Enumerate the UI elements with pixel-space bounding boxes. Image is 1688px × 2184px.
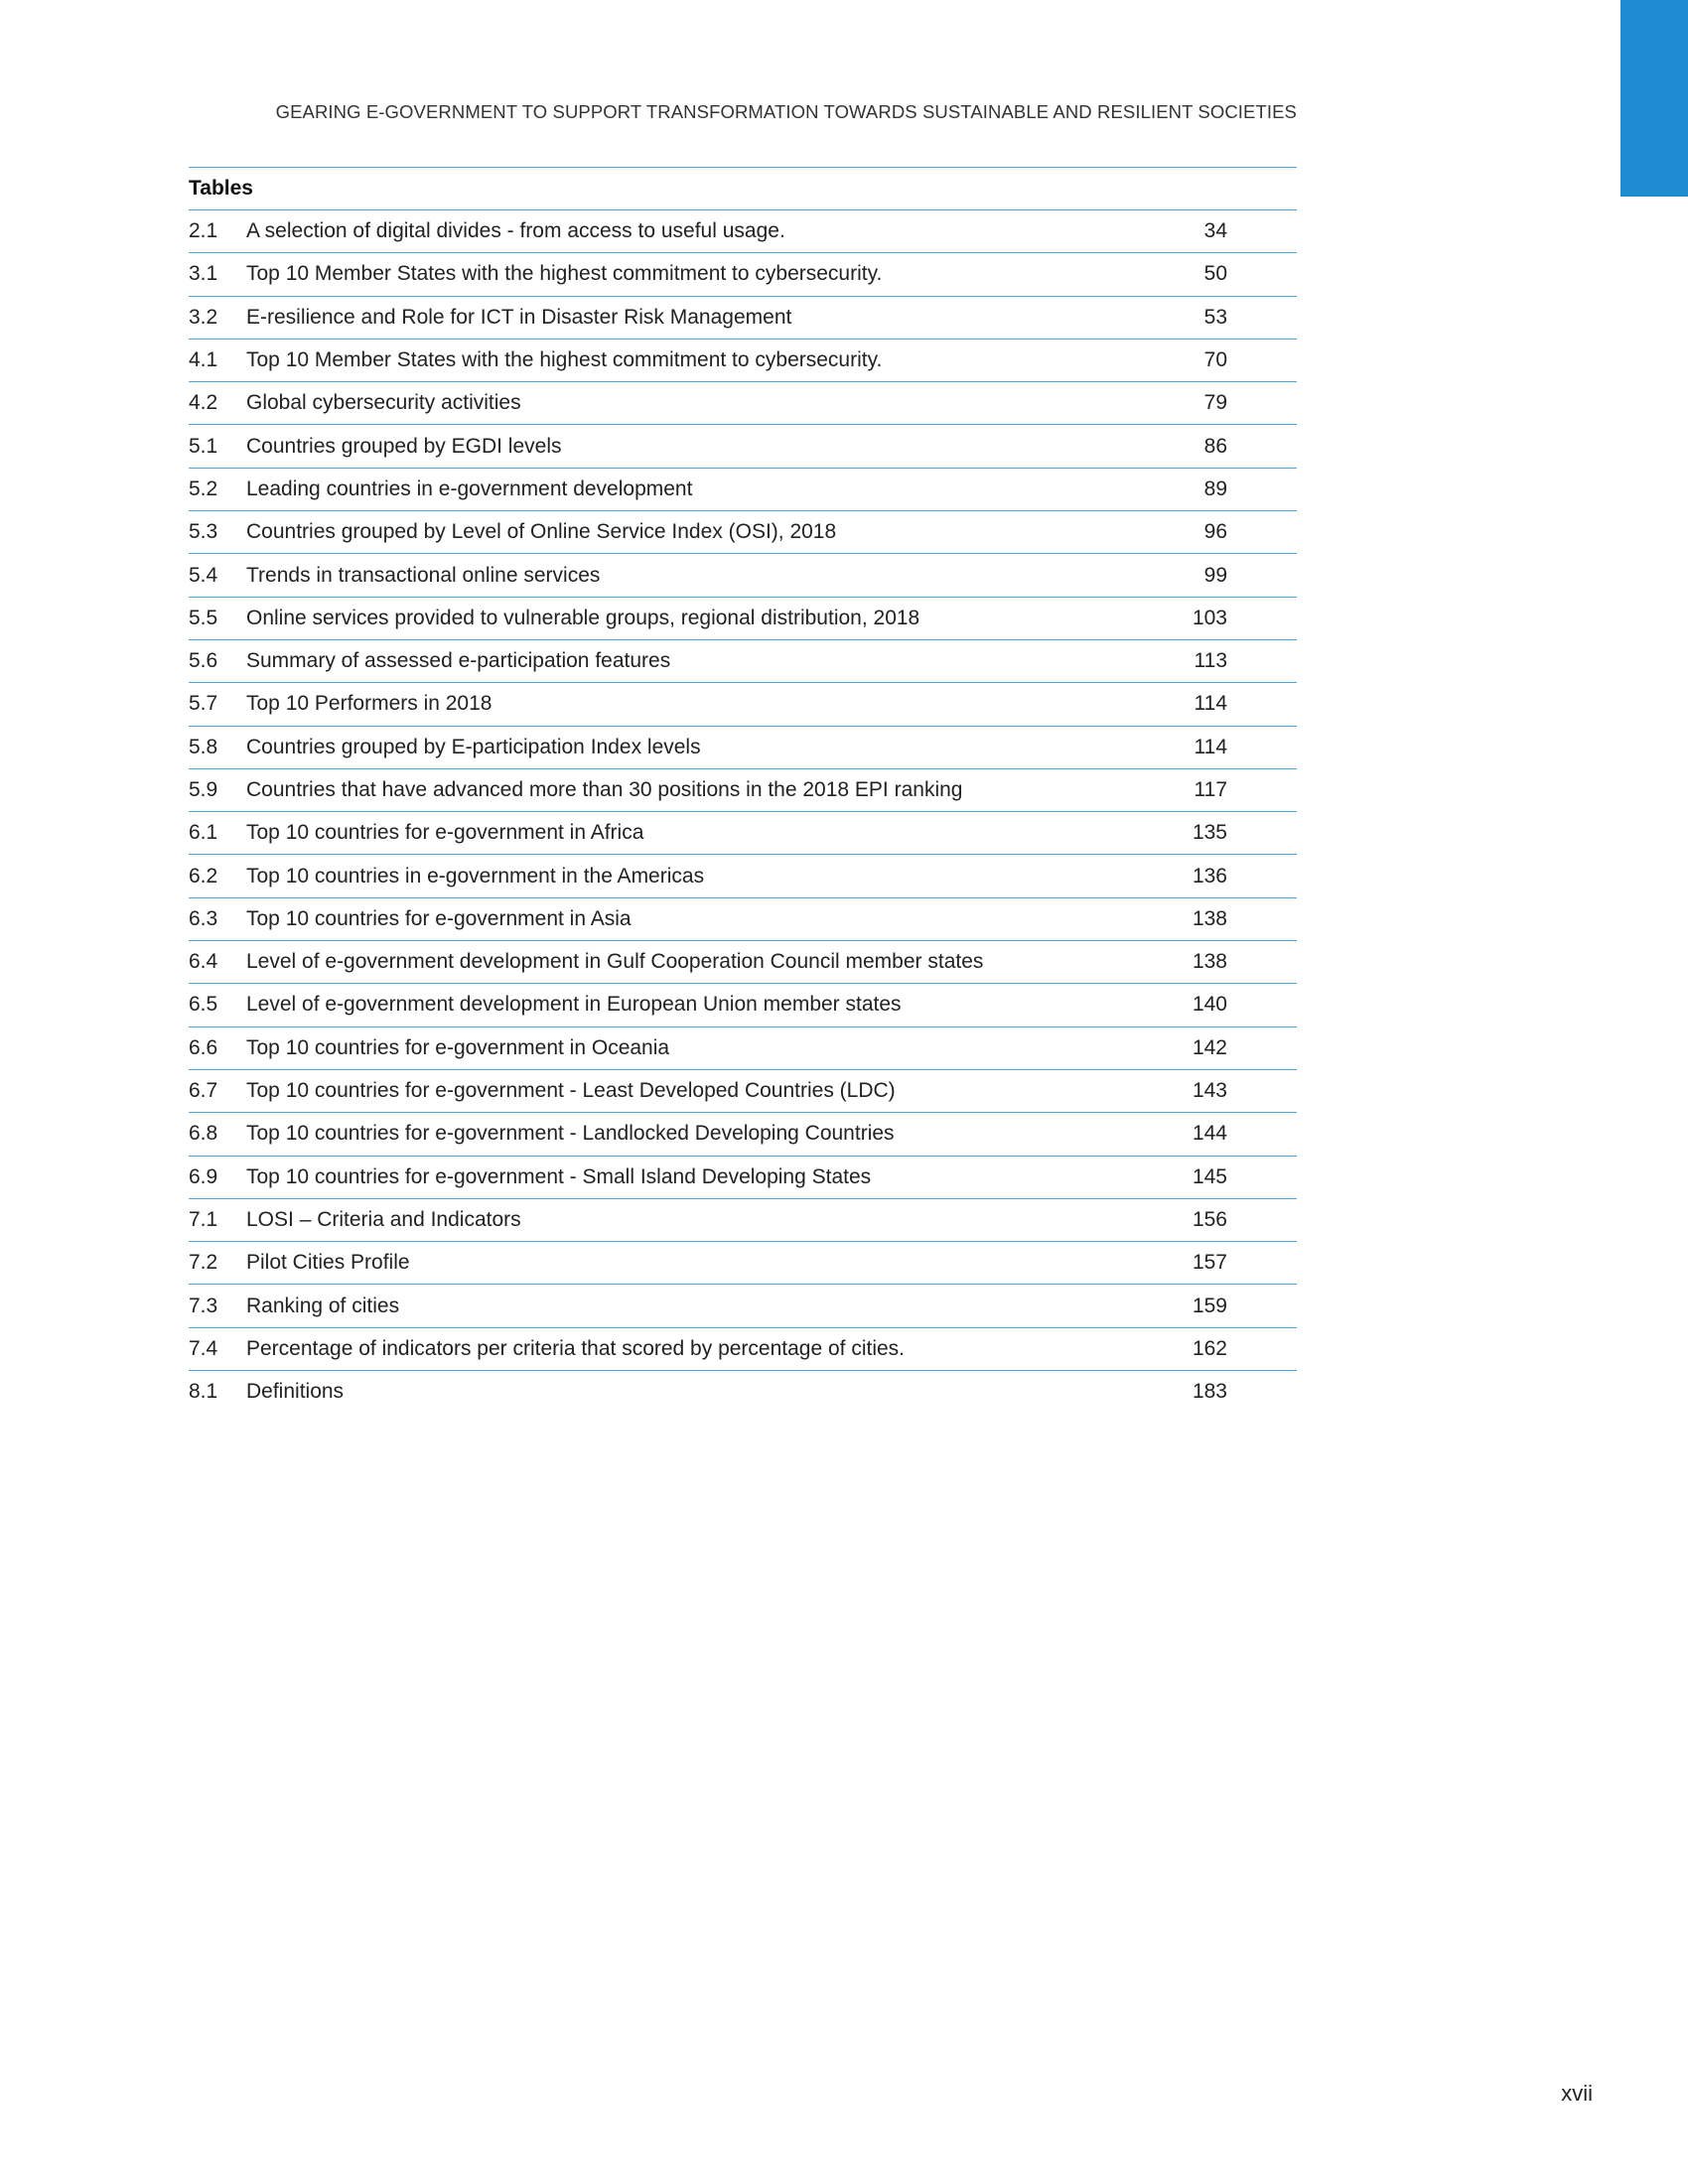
table-page-number: 156 (1192, 1207, 1227, 1231)
table-number: 5.4 (189, 563, 218, 587)
table-title: Percentage of indicators per criteria that scored by percentage of cities. (246, 1336, 906, 1360)
table-title: Ranking of cities (246, 1294, 400, 1317)
table-title: E-resilience and Role for ICT in Disaster Risk Management (246, 305, 792, 329)
table-page-number: 103 (1192, 606, 1227, 629)
running-header: GEARING E-GOVERNMENT TO SUPPORT TRANSFORMATION TOWARDS SUSTAINABLE AND RESILIENT SOCIETIES (275, 101, 1297, 122)
toc-row[interactable] (189, 1371, 1297, 1413)
table-title: A selection of digital divides - from access to useful usage. (246, 219, 785, 243)
toc-row[interactable] (189, 340, 1297, 382)
table-page-number: 136 (1192, 864, 1227, 887)
table-title: Summary of assessed e-participation features (246, 649, 671, 673)
table-title: Countries that have advanced more than 30 positions in the 2018 EPI ranking (246, 778, 963, 801)
toc-row[interactable] (189, 469, 1297, 511)
toc-row[interactable] (189, 1285, 1297, 1327)
tables-list (189, 167, 1297, 1413)
table-number: 4.2 (189, 391, 218, 415)
table-title: Level of e-government development in European Union member states (246, 993, 902, 1017)
table-number: 5.3 (189, 520, 218, 544)
table-number: 6.5 (189, 993, 218, 1017)
toc-row[interactable] (189, 855, 1297, 897)
table-title: Top 10 countries for e-government in Asia (246, 906, 632, 930)
table-number: 3.1 (189, 262, 218, 286)
table-number: 8.1 (189, 1380, 218, 1404)
toc-row[interactable] (189, 253, 1297, 296)
table-number: 7.3 (189, 1294, 218, 1317)
table-title: Top 10 countries for e-government - Landlocked Developing Countries (246, 1122, 895, 1146)
table-title: Leading countries in e-government development (246, 477, 693, 500)
toc-row[interactable] (189, 1157, 1297, 1199)
chapter-color-tab (1620, 0, 1688, 197)
table-page-number: 140 (1192, 993, 1227, 1017)
table-page-number: 144 (1192, 1122, 1227, 1146)
toc-row[interactable] (189, 1027, 1297, 1070)
table-page-number: 162 (1192, 1336, 1227, 1360)
toc-row[interactable] (189, 1113, 1297, 1156)
table-page-number: 113 (1194, 649, 1227, 673)
section-heading: Tables (189, 168, 1297, 210)
table-title: Countries grouped by Level of Online Service Index (OSI), 2018 (246, 520, 837, 544)
table-number: 5.7 (189, 692, 218, 716)
toc-row[interactable] (189, 511, 1297, 554)
toc-row[interactable] (189, 382, 1297, 425)
table-title: Top 10 countries for e-government in Africa (246, 821, 644, 845)
table-number: 5.6 (189, 649, 218, 673)
table-number: 6.4 (189, 950, 218, 974)
table-number: 7.2 (189, 1251, 218, 1275)
table-title: Global cybersecurity activities (246, 391, 521, 415)
table-number: 5.2 (189, 477, 218, 500)
table-title: Top 10 Performers in 2018 (246, 692, 492, 716)
toc-row[interactable] (189, 598, 1297, 640)
toc-row[interactable] (189, 769, 1297, 812)
table-entries (189, 210, 1297, 1413)
table-title: Online services provided to vulnerable groups, regional distribution, 2018 (246, 606, 920, 629)
table-title: Top 10 countries in e-government in the Americas (246, 864, 705, 887)
toc-row[interactable] (189, 640, 1297, 683)
toc-row[interactable] (189, 425, 1297, 468)
table-number: 5.1 (189, 434, 218, 458)
toc-row[interactable] (189, 554, 1297, 597)
table-page-number: 114 (1194, 735, 1227, 758)
table-page-number: 117 (1194, 778, 1227, 801)
table-page-number: 138 (1192, 906, 1227, 930)
toc-row[interactable] (189, 1328, 1297, 1371)
table-number: 6.3 (189, 906, 218, 930)
table-number: 6.2 (189, 864, 218, 887)
table-title: Countries grouped by EGDI levels (246, 434, 562, 458)
table-page-number: 99 (1203, 563, 1227, 587)
table-title: Top 10 Member States with the highest commitment to cybersecurity. (246, 348, 883, 372)
table-number: 6.8 (189, 1122, 218, 1146)
table-page-number: 183 (1192, 1380, 1227, 1404)
table-page-number: 114 (1194, 692, 1227, 716)
table-title: Top 10 countries for e-government - Least Developed Countries (LDC) (246, 1079, 896, 1103)
table-page-number: 145 (1192, 1164, 1227, 1188)
table-page-number: 34 (1203, 219, 1227, 243)
table-page-number: 143 (1192, 1079, 1227, 1103)
toc-row[interactable] (189, 1070, 1297, 1113)
table-page-number: 79 (1203, 391, 1227, 415)
table-number: 6.6 (189, 1035, 218, 1059)
table-title: Top 10 countries for e-government in Oceania (246, 1035, 670, 1059)
table-number: 7.4 (189, 1336, 218, 1360)
table-page-number: 89 (1203, 477, 1227, 500)
table-number: 6.1 (189, 821, 218, 845)
toc-row[interactable] (189, 210, 1297, 253)
toc-row[interactable] (189, 683, 1297, 726)
table-number: 6.9 (189, 1164, 218, 1188)
toc-row[interactable] (189, 812, 1297, 855)
table-title: Top 10 countries for e-government - Small Island Developing States (246, 1164, 872, 1188)
table-title: LOSI – Criteria and Indicators (246, 1207, 521, 1231)
table-page-number: 86 (1203, 434, 1227, 458)
table-title: Level of e-government development in Gulf Cooperation Council member states (246, 950, 984, 974)
table-number: 2.1 (189, 219, 218, 243)
table-number: 3.2 (189, 305, 218, 329)
table-number: 5.8 (189, 735, 218, 758)
table-title: Definitions (246, 1380, 345, 1404)
table-page-number: 50 (1203, 262, 1227, 286)
toc-row[interactable] (189, 1199, 1297, 1242)
table-title: Pilot Cities Profile (246, 1251, 410, 1275)
table-title: Countries grouped by E-participation Index levels (246, 735, 701, 758)
toc-row[interactable] (189, 941, 1297, 984)
table-title: Top 10 Member States with the highest commitment to cybersecurity. (246, 262, 883, 286)
toc-row[interactable] (189, 984, 1297, 1026)
table-number: 5.5 (189, 606, 218, 629)
toc-row[interactable] (189, 898, 1297, 941)
table-page-number: 138 (1192, 950, 1227, 974)
table-page-number: 142 (1192, 1035, 1227, 1059)
table-number: 7.1 (189, 1207, 218, 1231)
table-number: 4.1 (189, 348, 218, 372)
toc-row[interactable] (189, 297, 1297, 340)
table-page-number: 159 (1192, 1294, 1227, 1317)
table-page-number: 157 (1192, 1251, 1227, 1275)
table-page-number: 96 (1203, 520, 1227, 544)
toc-row[interactable] (189, 1242, 1297, 1285)
toc-row[interactable] (189, 727, 1297, 769)
table-number: 6.7 (189, 1079, 218, 1103)
page-number: xvii (1561, 2081, 1593, 2106)
table-title: Trends in transactional online services (246, 563, 601, 587)
table-number: 5.9 (189, 778, 218, 801)
table-page-number: 53 (1203, 305, 1227, 329)
table-page-number: 70 (1203, 348, 1227, 372)
table-page-number: 135 (1192, 821, 1227, 845)
